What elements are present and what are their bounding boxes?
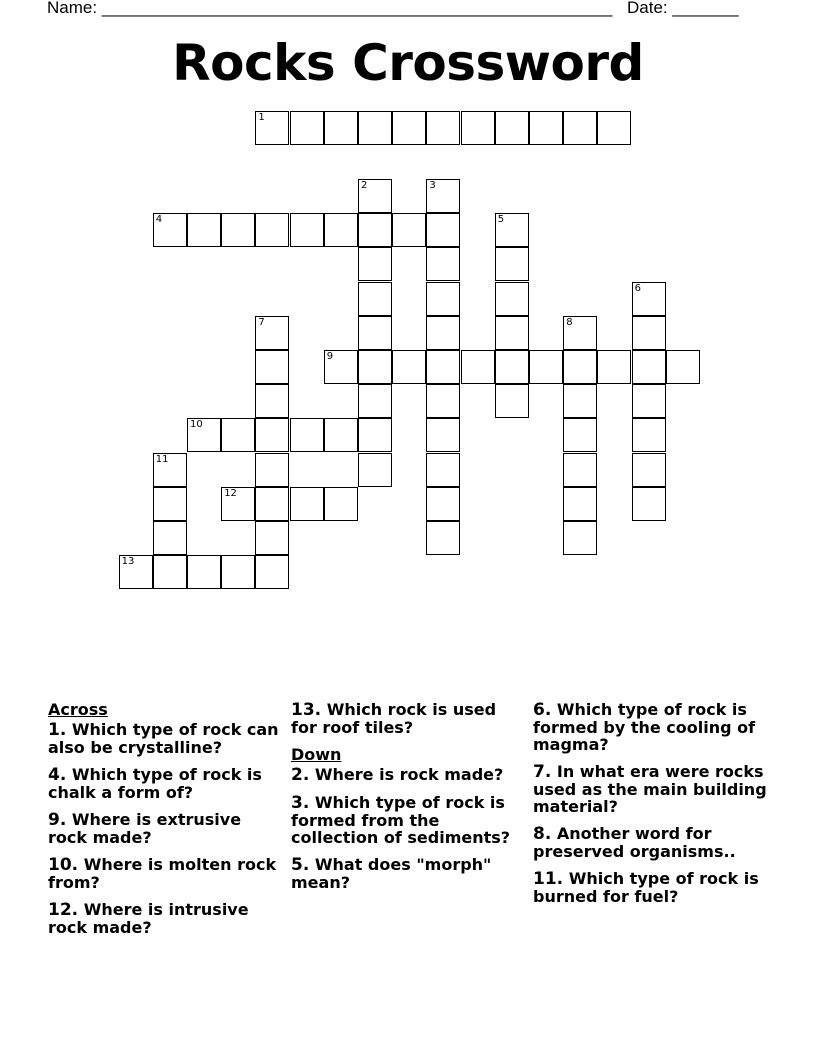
grid-cell[interactable] xyxy=(495,247,529,281)
grid-cell[interactable] xyxy=(392,111,426,145)
clue-across-4: 4. Which type of rock is chalk a form of? xyxy=(48,765,262,802)
clue-down-6: 6. Which type of rock is formed by the cooling of magma? xyxy=(533,700,756,754)
grid-cell[interactable] xyxy=(255,453,289,487)
clue-across-13: 13. Which rock is used for roof tiles? xyxy=(291,700,497,737)
clue-column-1 xyxy=(48,701,284,946)
grid-cell[interactable] xyxy=(632,350,666,384)
grid-cell[interactable] xyxy=(324,350,358,384)
grid-cell[interactable] xyxy=(563,384,597,418)
grid-cell[interactable] xyxy=(426,179,460,213)
grid-cell[interactable] xyxy=(153,213,187,247)
grid-cell[interactable] xyxy=(153,521,187,555)
grid-cell[interactable] xyxy=(666,350,700,384)
grid-cell[interactable] xyxy=(255,487,289,521)
clue-down-8: 8. Another word for preserved organisms.. xyxy=(533,824,736,861)
clue-number: 7 xyxy=(258,316,265,328)
grid-cell[interactable] xyxy=(255,316,289,350)
grid-cell[interactable] xyxy=(221,213,255,247)
grid-cell[interactable] xyxy=(324,487,358,521)
grid-cell[interactable] xyxy=(495,316,529,350)
grid-cell[interactable] xyxy=(426,247,460,281)
clue-column-3 xyxy=(533,701,773,915)
grid-cell[interactable] xyxy=(153,487,187,521)
grid-cell[interactable] xyxy=(529,111,563,145)
grid-cell[interactable] xyxy=(392,350,426,384)
grid-cell[interactable] xyxy=(358,179,392,213)
grid-cell[interactable] xyxy=(119,555,153,589)
grid-cell[interactable] xyxy=(255,555,289,589)
grid-cell[interactable] xyxy=(324,418,358,452)
grid-cell[interactable] xyxy=(563,418,597,452)
grid-cell[interactable] xyxy=(426,453,460,487)
grid-cell[interactable] xyxy=(495,111,529,145)
clue-number: 8 xyxy=(566,316,573,328)
grid-cell[interactable] xyxy=(426,282,460,316)
clue-column-2 xyxy=(291,701,521,901)
grid-cell[interactable] xyxy=(290,213,324,247)
grid-cell[interactable] xyxy=(358,213,392,247)
down-heading: Down xyxy=(291,745,342,764)
grid-cell[interactable] xyxy=(563,316,597,350)
grid-cell[interactable] xyxy=(597,350,631,384)
clue-across-10: 10. Where is molten rock from? xyxy=(48,855,277,892)
clue-number: 12 xyxy=(224,487,237,499)
grid-cell[interactable] xyxy=(358,247,392,281)
clue-number: 3 xyxy=(429,180,436,191)
grid-cell[interactable] xyxy=(255,521,289,555)
grid-cell[interactable] xyxy=(358,384,392,418)
grid-cell[interactable] xyxy=(324,213,358,247)
clue-number: 2 xyxy=(361,180,368,191)
clue-number: 10 xyxy=(190,419,203,431)
grid-cell[interactable] xyxy=(426,213,460,247)
grid-cell[interactable] xyxy=(632,418,666,452)
grid-cell[interactable] xyxy=(358,418,392,452)
grid-cell[interactable] xyxy=(358,453,392,487)
clue-number: 13 xyxy=(121,556,135,568)
clue-number: 9 xyxy=(326,351,334,362)
grid-cell[interactable] xyxy=(426,418,460,452)
grid-cell[interactable] xyxy=(563,350,597,384)
grid-cell[interactable] xyxy=(632,282,666,316)
grid-cell[interactable] xyxy=(187,213,221,247)
across-heading: Across xyxy=(48,700,108,719)
grid-cell[interactable] xyxy=(495,213,529,247)
clue-across-12: 12. Where is intrusive rock made? xyxy=(48,900,249,937)
grid-cell[interactable] xyxy=(255,350,289,384)
clue-across-9: 9. Where is extrusive rock made? xyxy=(48,810,242,847)
grid-cell[interactable] xyxy=(358,350,392,384)
grid-cell[interactable] xyxy=(290,487,324,521)
grid-cell[interactable] xyxy=(426,316,460,350)
grid-cell[interactable] xyxy=(187,418,221,452)
grid-cell[interactable] xyxy=(461,350,495,384)
grid-cell[interactable] xyxy=(358,282,392,316)
grid-cell[interactable] xyxy=(563,487,597,521)
grid-cell[interactable] xyxy=(221,418,255,452)
name-blank[interactable]: ______________________________________________________ xyxy=(101,0,613,17)
grid-cell[interactable] xyxy=(426,487,460,521)
grid-cell[interactable] xyxy=(392,213,426,247)
grid-cell[interactable] xyxy=(255,213,289,247)
grid-cell[interactable] xyxy=(426,384,460,418)
clue-down-2: 2. Where is rock made? xyxy=(291,765,504,785)
grid-cell[interactable] xyxy=(255,418,289,452)
grid-cell[interactable] xyxy=(426,111,460,145)
grid-cell[interactable] xyxy=(358,316,392,350)
grid-cell[interactable] xyxy=(187,555,221,589)
grid-cell[interactable] xyxy=(495,282,529,316)
clue-down-3: 3. Which type of rock is formed from the collection of sediments? xyxy=(291,793,511,847)
grid-cell[interactable] xyxy=(632,487,666,521)
grid-cell[interactable] xyxy=(563,111,597,145)
grid-cell[interactable] xyxy=(426,350,460,384)
grid-cell[interactable] xyxy=(221,487,255,521)
grid-cell[interactable] xyxy=(221,555,255,589)
date-label: Date: xyxy=(627,0,668,17)
clue-number: 5 xyxy=(497,214,505,226)
grid-cell[interactable] xyxy=(255,384,289,418)
grid-cell[interactable] xyxy=(426,521,460,555)
clue-number: 11 xyxy=(155,453,169,465)
grid-cell[interactable] xyxy=(632,316,666,350)
clue-down-11: 11. Which type of rock is burned for fuel? xyxy=(533,869,759,906)
grid-cell[interactable] xyxy=(290,418,324,452)
grid-cell[interactable] xyxy=(290,111,324,145)
grid-cell[interactable] xyxy=(153,555,187,589)
grid-cell[interactable] xyxy=(461,111,495,145)
grid-cell[interactable] xyxy=(563,453,597,487)
clue-across-1: 1. Which type of rock can also be crystalline? xyxy=(48,720,279,757)
date-blank[interactable]: _______ xyxy=(672,0,739,17)
grid-cell[interactable] xyxy=(255,111,289,145)
grid-cell[interactable] xyxy=(632,453,666,487)
grid-cell[interactable] xyxy=(495,350,529,384)
grid-cell[interactable] xyxy=(358,111,392,145)
grid-cell[interactable] xyxy=(153,453,187,487)
grid-cell[interactable] xyxy=(495,384,529,418)
clue-down-5: 5. What does "morph" mean? xyxy=(291,855,492,892)
grid-cell[interactable] xyxy=(632,384,666,418)
page-title: Rocks Crossword xyxy=(172,34,644,92)
grid-cell[interactable] xyxy=(324,111,358,145)
grid-cell[interactable] xyxy=(597,111,631,145)
clue-number: 4 xyxy=(155,214,163,226)
clue-down-7: 7. In what era were rocks used as the main building material? xyxy=(533,762,767,816)
grid-cell[interactable] xyxy=(529,350,563,384)
name-label: Name: xyxy=(47,0,98,17)
grid-cell[interactable] xyxy=(563,521,597,555)
clue-number: 1 xyxy=(258,111,265,123)
clue-number: 6 xyxy=(634,282,641,294)
